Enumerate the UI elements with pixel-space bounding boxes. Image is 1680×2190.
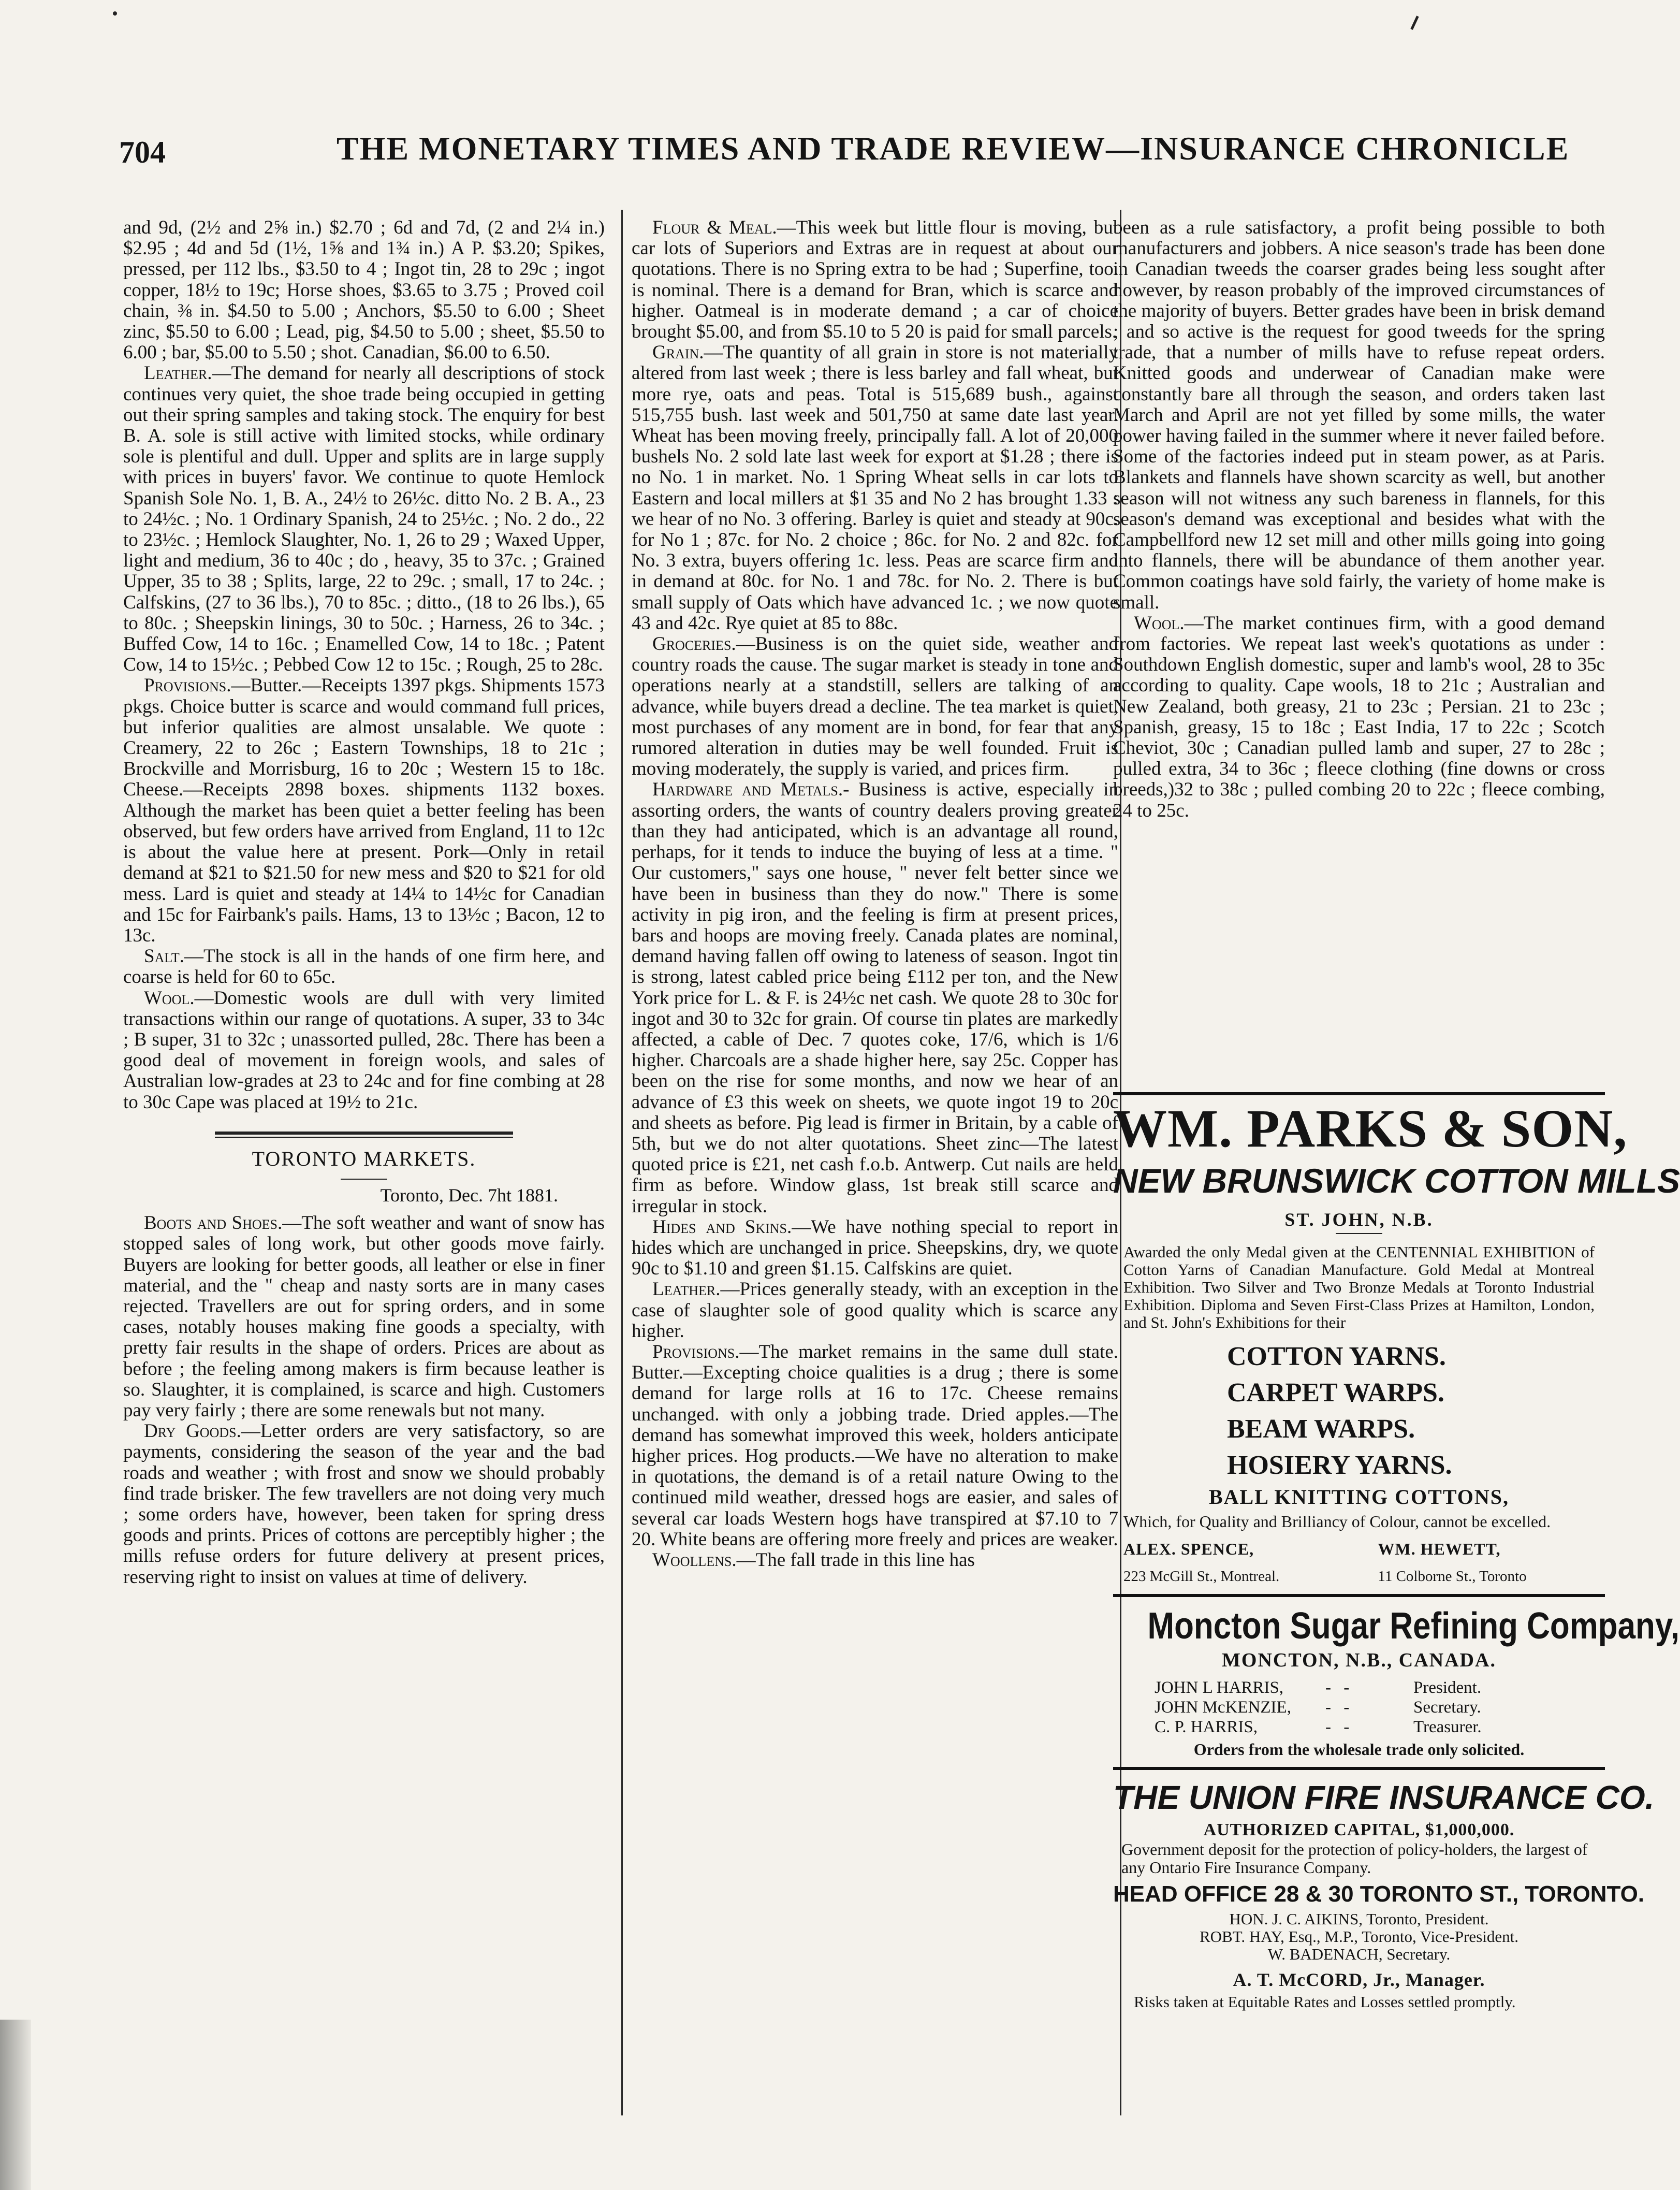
section-head: Provisions. [144,675,231,697]
manager-line: A. T. McCORD, Jr., Manager. [1233,1969,1485,1990]
section-head: Hardware and Metals. [652,779,843,801]
agent-name: WM. HEWETT, [1378,1540,1501,1559]
paragraph-text: —Prices generally steady, with an exception in the case of slaughter sole of good quality which is scarce any higher. [632,1279,1118,1342]
officer-name: C. P. HARRIS, [1155,1718,1258,1737]
officer-dash: - - [1325,1698,1354,1717]
section-divider [215,1132,514,1138]
section-head: Wool. [144,987,195,1009]
column-middle [632,217,1118,2113]
awards-text: Awarded the only Medal given at the CENTENNIAL EXHIBITION of Cotton Yarns of Canadian Manufacture. Gold Medal at Montreal Exhibition. Two Silver and Two Bronze Medals at Toronto Industrial Exhibition. Diploma and Seven First-Class Prizes at Hamilton, London, and St. John's Exhibitions for their [1123,1243,1595,1332]
groceries-report [632,634,1118,779]
officer-row [1113,1717,1605,1737]
toronto-wool-report [1113,613,1605,821]
paragraph-text: —Domestic wools are dull with very limited transactions within our range of quotations. A super, 33 to 34c ; B super, 31 to 32c ; unassorted pulled, 28c. There has been a good deal of movement in foreign wools, and sales of Australian low-grades at 23 to 24c and for fine combing at 28 to 30c Cape was placed at 19½ to 21c. [123,987,605,1113]
column-rule [621,210,623,2115]
officer-row [1113,1678,1605,1698]
short-divider [1336,1233,1382,1234]
paragraph-text: —Butter.—Receipts 1397 pkgs. Shipments 1573 pkgs. Choice butter is scarce and would command full prices, but inferior qualities are almost unsalable. We quote : Creamery, 22 to 26c ; Eastern Townships, 18 to 21c ; Brockville and Morrisburg, 16 to 20c ; Western 15 to 18c. Cheese.—Receipts 2898 boxes. shipments 1132 boxes. Although the market has been quiet a better feeling has been observed, but few orders have arrived from England, 11 to 12c is about the value here at present. Pork—Only in retail demand at $21 to $21.50 for new mess and $20 to $21 for old mess. Lard is quiet and steady at 14¼ to 14½c for Canadian and 15c for Fairbank's pails. Hams, 13 to 13½c ; Bacon, 12 to 13c. [123,675,605,946]
advertiser-name: THE UNION FIRE INSURANCE CO. [1113,1779,1655,1817]
scan-speck [113,11,117,16]
paragraph-text: —The stock is all in the hands of one firm here, and coarse is held for 60 to 65c. [123,946,605,988]
section-head: Leather. [652,1279,721,1300]
officer-line: W. BADENACH, Secretary. [1267,1945,1451,1963]
scan-speck [1410,16,1419,30]
ad-location: MONCTON, N.B., CANADA. [1222,1649,1496,1671]
flour-report [632,217,1118,342]
montreal-leather-report [123,363,605,675]
officer-role: Secretary. [1413,1698,1481,1717]
agent-montreal [1123,1539,1340,1586]
ad-divider [1113,1092,1605,1095]
paragraph-text: —Letter orders are very satisfactory, so are payments, considering the season of the year and the bad roads and weather ; with frost and snow we should probably find trade brisker. The few travellers are not doing very much ; some orders have, however, been taken for spring dress goods and prints. Prices of cottons are perceptibly higher ; the mills refuse orders for future delivery at present prices, reserving right to insist on values at time of delivery. [123,1420,605,1588]
risks-note: Risks taken at Equitable Rates and Losses settled promptly. [1134,1992,1516,2011]
agents-block [1113,1539,1605,1586]
montreal-salt-report [123,946,605,988]
page-header [119,124,1570,181]
product-line: BEAM WARPS. [1227,1414,1415,1444]
paragraph-text: - Business is active, especially in assorting orders, the wants of country dealers proving greater than they had anticipated, which is an advantage all round, perhaps, for it tends to induce the buying of less at a time. " Our customers," says one house, " never felt better since we have been in business than they do now." There is some activity in pig iron, and the feeling is firm at present prices, bars and hoops are moving freely. Canada plates are nominal, demand having fallen off owing to lateness of season. Ingot tin is strong, latest cabled price being £112 per ton, and the New York price for L. & F. is 24½c net cash. We quote 28 to 30c for ingot and 30 to 32c for grain. Of course tin plates are markedly affected, a cable of Dec. 7 quotes coke, 17/6, which is 1/6 higher. Charcoals are a shade higher here, say 25c. Copper has been on the rise for some months, and now we hear of an advance of £3 this week on sheets, we quote ingot 19 to 20c and sheets as before. Pig lead is firmer in Britain, by a cable of 5th, but we do not alter quotations. Sheet zinc—The latest quoted price is £21, net cash f.o.b. Antwerp. Cut nails are held firm as before. Window glass, 1st break still scarce and irregular in stock. [632,779,1118,1217]
hardware-report [632,779,1118,1216]
paragraph-text: —We have nothing special to report in hides which are unchanged in price. Sheepskins, dry, we quote 90c to $1.10 and green $1.15. Calfskins are quiet. [632,1216,1118,1280]
hides-report [632,1217,1118,1280]
quality-claim: Which, for Quality and Brilliancy of Colour, cannot be excelled. [1123,1512,1551,1531]
ad-divider [1113,1594,1605,1597]
product-line-small: BALL KNITTING COTTONS, [1208,1485,1510,1509]
advertiser-name: WM. PARKS & SON, [1113,1099,1628,1158]
woollens-report-continued: been as a rule satisfactory, a profit being possible to both manufacturers and jobbers. A nice season's trade has been done in Canadian tweeds the coarser grades being less sought after however, by reason probably of the improved circumstances of the majority of buyers. Better grades have been in brisk demand ; and so active is the request for good tweeds for the spring trade, that a number of mills have to refuse repeat orders. Knitted goods and underwear of Canadian make were constantly bare all through the season, and orders taken last March and April are not yet filled by some mills, the water power having failed in the summer where it never failed before. Some of the factories indeed put in steam power, as at Paris. Blankets and flannels have shown scarcity as well, but another season will not witness any such bareness in flannels, for this season's demand was exceptional and besides what with the Campbellford new 12 set mill and other mills going into going into flannels, there will be abundance of them another year. Common coatings have sold fairly, the variety of home make is small. [1113,217,1605,613]
publication-title: THE MONETARY TIMES AND TRADE REVIEW—INSURANCE CHRONICLE [337,130,1570,167]
paragraph-text: —Business is on the quiet side, weather and country roads the cause. The sugar market is steady in tone and operations nearly at a standstill, sellers are talking of an advance, while buyers dread a decline. The tea market is quiet, most purchases of any moment are in bond, for fear that any rumored alteration in duties may be well founded. Fruit is moving moderately, the supply is varied, and prices firm. [632,633,1118,780]
section-head: Grain. [652,342,704,364]
union-fire-insurance-ad [1113,1775,1655,2011]
officer-row [1113,1698,1605,1717]
toronto-markets-title: TORONTO MARKETS. [252,1147,476,1170]
agent-toronto [1378,1539,1595,1586]
officer-dash: - - [1325,1718,1354,1737]
officer-role: Treasurer. [1413,1718,1482,1737]
woollens-report [632,1550,1118,1571]
officer-role: President. [1413,1678,1482,1698]
section-head: Hides and Skins. [652,1216,792,1238]
agent-name: ALEX. SPENCE, [1123,1540,1254,1559]
toronto-drygoods-report [123,1421,605,1588]
officer-name: JOHN McKENZIE, [1155,1698,1291,1717]
hardware-prices-continued: and 9d, (2½ and 2⅝ in.) $2.70 ; 6d and 7d, (2 and 2¼ in.) $2.95 ; 4d and 5d (1½, 1⅝ and 1¾ in.) A P. $3.20; Spikes, pressed, per 112 lbs., $3.50 to 4 ; Ingot tin, 28 to 29c ; ingot copper, 18½ to 19c; Horse shoes, $3.65 to 3.75 ; Proved coil chain, ⅜ in. $4.50 to 5.00 ; Anchors, $5.50 to 6.00 ; Sheet zinc, $5.50 to 6.00 ; Lead, pig, $4.50 to 5.00 ; sheet, $5.50 to 6.00 ; bar, $5.00 to 5.50 ; shot. Canadian, $6.00 to 6.50. [123,217,605,364]
capital-line: AUTHORIZED CAPITAL, $1,000,000. [1203,1820,1515,1840]
section-head: Groceries. [652,633,736,655]
paragraph-text: —The soft weather and want of snow has stopped sales of long work, but other goods move fairly. Buyers are looking for better goods, all leather or else in finer material, and the " cheap and nasty sorts are in many cases rejected. Travellers are out for spring orders, and in some cases, notably houses making fine goods a specialty, with pretty fair results in the shape of orders. Prices are about as before ; the feeling among makers is firm because leather is so. Slaughter, it is complained, is scarce and high. Customers pay very fairly ; there are some renewals but not many. [123,1212,605,1421]
moncton-sugar-ad [1113,1602,1679,1760]
paragraph-text: —The market continues firm, with a good demand from factories. We repeat last week's quotations as under : Southdown English domestic, super and lamb's wool, 28 to 35c according to quality. Cape wools, 18 to 21c ; Australian and New Zealand, both greasy, 21 to 23c ; Persian. 21 to 23c ; Spanish, greasy, 15 to 18c ; East India, 17 to 22c ; Scotch Cheviot, 30c ; Canadian pulled lamb and super, 27 to 28c ; pulled extra, 34 to 36c ; fleece clothing (fine downs or cross breeds,)32 to 38c ; pulled combing 20 to 22c ; fleece combing, 24 to 25c. [1113,612,1605,821]
section-head: Flour & Meal. [652,217,777,238]
section-head: Boots and Shoes. [144,1212,283,1234]
ad-divider [1113,1767,1605,1770]
paragraph-text: —This week but little flour is moving, but car lots of Superiors and Extras are in request at about our quotations. There is no Spring extra to be had ; Superfine, too. is nominal. There is a demand for Bran, which is scarce and higher. Oatmeal is in moderate demand ; a car of choice brought $5.00, and from $5.10 to 5 20 is paid for small parcels. [632,217,1118,343]
deposit-text: Government deposit for the protection of policy-holders, the largest of any Ontario Fire Insurance Company. [1121,1840,1588,1877]
section-head: Leather. [144,362,212,384]
advertiser-name: Moncton Sugar Refining Company, [1147,1605,1679,1647]
column-left [123,217,605,2113]
head-office-line: HEAD OFFICE 28 & 30 TORONTO ST., TORONTO. [1113,1881,1645,1907]
section-head: Salt. [144,946,184,967]
paragraph-text: —The fall trade in this line has [736,1549,975,1571]
paragraph-text: —The quantity of all grain in store is not materially altered from last week ; there is less barley and fall wheat, but more rye, oats and peas. Total is 515,689 bush., against 515,755 bush. last week and 501,750 at same date last year. Wheat has been moving freely, principally fall. A lot of 20,000 bushels No. 2 sold late last week for export at $1.28 ; there is no No. 1 in market. No. 1 Spring Wheat sells in car lots to Eastern and local millers at $1 35 and No 2 has brought 1.33 : we hear of no No. 3 offering. Barley is quiet and steady at 90c. for No 1 ; 87c. for No. 2 choice ; 86c. for No. 2 and 82c. for No. 3 extra, buyers offering 1c. less. Peas are scarce firm and in demand at 80c. for No. 1 and 78c. for No. 2. There is but small supply of Oats which have advanced 1c. ; we now quote 43 and 42c. Rye quiet at 85 to 88c. [632,342,1118,634]
toronto-leather-report [632,1279,1118,1342]
column-right [1113,217,1680,2113]
section-head: Provisions. [652,1341,740,1362]
officer-name: JOHN L HARRIS, [1155,1678,1284,1698]
officer-line: HON. J. C. AIKINS, Toronto, President. [1229,1909,1489,1928]
agent-address: 11 Colborne St., Toronto [1378,1568,1527,1585]
paragraph-text: —The market remains in the same dull state. Butter.—Excepting choice qualities is a drug ; there is some demand for large rolls at 16 to 17c. Cheese remains unchanged. with only a jobbing trade. Dried apples.—The demand has somewhat improved this week, holders anticipate higher prices. Hog products.—We have no alteration to make in quotations, the demand is of a retail nature Owing to the continued mild weather, dressed hogs are easier, and sales of several car loads Western hogs have transpired at $7.10 to 7 20. White beans are offering more freely and prices are weaker. [632,1341,1118,1550]
section-head: Wool. [1134,612,1185,634]
toronto-boots-report [123,1213,605,1421]
product-line: CARPET WARPS. [1227,1378,1444,1408]
toronto-provisions-report [632,1342,1118,1550]
right-column-text [1113,217,1605,1085]
product-line: HOSIERY YARNS. [1227,1451,1452,1481]
ad-location: ST. JOHN, N.B. [1284,1209,1434,1230]
scan-edge-shadow [0,2020,31,2190]
section-head: Dry Goods. [144,1420,241,1442]
mills-name: NEW BRUNSWICK COTTON MILLS [1113,1162,1680,1200]
product-line: COTTON YARNS. [1227,1342,1446,1372]
section-head: Woollens. [652,1549,737,1571]
parks-cotton-mills-ad [1113,1099,1680,1587]
agent-address: 223 McGill St., Montreal. [1123,1568,1280,1585]
officer-line: ROBT. HAY, Esq., M.P., Toronto, Vice-President. [1199,1927,1518,1946]
montreal-wool-report [123,988,605,1113]
short-divider [341,1179,387,1180]
grain-report [632,342,1118,634]
montreal-provisions-report [123,675,605,946]
orders-note: Orders from the wholesale trade only solicited. [1193,1740,1525,1759]
toronto-dateline: Toronto, Dec. 7ht 1881. [380,1184,558,1206]
page-number: 704 [119,135,166,169]
officer-dash: - - [1325,1678,1354,1698]
paragraph-text: —The demand for nearly all descriptions of stock continues very quiet, the shoe trade being occupied in getting out their spring samples and taking stock. The enquiry for best B. A. sole is still active with limited stocks, while ordinary sole is plentiful and dull. Upper and splits are in large supply with prices in buyers' favor. We continue to quote Hemlock Spanish Sole No. 1, B. A., 24½ to 26½c. ditto No. 2 B. A., 23 to 24½c. ; No. 1 Ordinary Spanish, 24 to 25½c. ; No. 2 do., 22 to 23½c. ; Hemlock Slaughter, No. 1, 26 to 29 ; Waxed Upper, light and medium, 36 to 40c ; do , heavy, 35 to 37c. ; Grained Upper, 35 to 38 ; Splits, large, 22 to 29c. ; small, 17 to 24c. ; Calfskins, (27 to 36 lbs.), 70 to 85c. ; ditto., (18 to 26 lbs.), 65 to 80c. ; Sheepskin linings, 30 to 50c. ; Harness, 26 to 34c. ; Buffed Cow, 14 to 16c. ; Enamelled Cow, 14 to 18c. ; Patent Cow, 14 to 15½c. ; Pebbed Cow 12 to 15c. ; Rough, 25 to 28c. [123,362,605,676]
